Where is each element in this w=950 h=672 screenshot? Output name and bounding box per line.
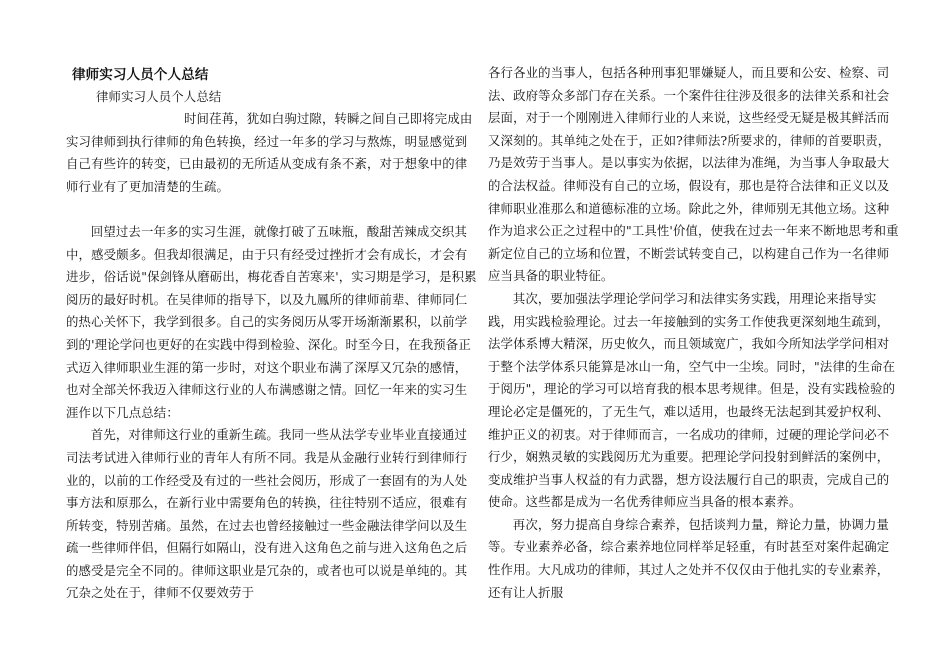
document-title: 律师实习人员个人总结 — [72, 67, 209, 83]
paragraph-gap — [66, 198, 478, 221]
left-column — [66, 64, 478, 605]
paragraph-review: 回望过去一年多的实习生涯，就像打破了五味瓶，酸甜苦辣成交织其中，感受颇多。但我却很满足，由于只有经受过挫折才会有成长，才会有进步，俗话说"保剑锋从磨砺出，梅花香自苦寒来'，实习期是学习，是积累阅历的最好时机。在吴律师的指导下，以及九鳳所的律师前辈、律师同仁的热心关怀下，我学到很多。自己的实务阅历从零开场渐渐累积，以前学到的'理论学问也更好的在实践中得到检验、深化。时至今日，在我预备正式迈入律师职业生涯的第一步时，对这个职业布满了深厚又冗杂的感情，也对全部关怀我迈入律师这行业的人布满感谢之情。回忆一年来的实习生涯作以下几点总结： — [66, 223, 477, 420]
right-column — [488, 62, 900, 604]
document-subtitle: 律师实习人员个人总结 — [96, 89, 222, 104]
paragraph-first-point: 首先，对律师这行业的重新生疏。我同一些从法学专业毕业直接通过司法考试进入律师行业的青年人有所不同。我是从金融行业转行到律师行业的，以前的工作经受及有过的一些社会阅历，形成了一套固有的为人处事方法和原那么，在新行业中需要角色的转换，往往特别不适应，很难有所转变，特别苦痛。虽然，在过去也曾经接触过一些金融法律学问以及生疏一些律师伴侣，但隔行如隔山，没有进入这角色之前与进入这角色之后的感受是完全不同的。律师这职业是冗杂的，或者也可以说是单纯的。其冗杂之处在于，律师不仅要效劳于 — [66, 427, 468, 601]
paragraph-intro: 时间荏苒，犹如白驹过隙，转瞬之间自己即将完成由实习律师到执行律师的角色转换，经过一年多的学习与熬炼，明显感觉到自己有些许的转变，已由最初的无所适从变成有条不紊，对于想象中的律师行业有了更加清楚的生疏。 — [66, 111, 473, 194]
paragraph-third-point: 再次，努力提高自身综合素养，包括谈判力量，辩论力量，协调力量等。专业素养必备，综合素养地位同样举足轻重，有时甚至对案件起确定性作用。大凡成功的律师，其过人之处并不仅仅由于他扎实的专业素养，还有让人折服 — [488, 516, 890, 600]
paragraph-second-point: 其次，要加强法学理论学问学习和法律实务实践，用理论来指导实践，用实践检验理论。过去一年接触到的实务工作使我更深刻地生疏到，法学体系博大精深，历史攸久，而且领域宽广，我如今所知法学学问相对于整个法学体系只能算是冰山一角，空气中一尘埃。同时，"法律的生命在于阅历"，理论的学习可以培育我的根本思考规律。但是，没有实践检验的理论必定是僵死的，了无生气，难以适用，也最终无法起到其爱护权利、维护正义的初衷。对于律师而言，一名成功的律师，过硬的理论学问必不行少，娴熟灵敏的实践阅历尤为重要。把理论学问投射到鲜活的案例中，变成维护当事人权益的有力武器，想方设法履行自己的职责，完成自己的使命。这些都是成为一名优秀律师应当具备的根本素养。 — [488, 290, 896, 510]
paragraph-continued: 各行各业的当事人，包括各种刑事犯罪嫌疑人，而且要和公安、检察、司法、政府等众多部门存在关系。一个案件往往涉及很多的法律关系和社会层面，对于一个刚刚进入律师行业的人来说，这些经受无疑是极其鲜活而又深刻的。其单纯之处在于，正如?律师法?所要求的，律师的首要职责，乃是效劳于当事人。是以事实为依据，以法律为准绳，为当事人争取最大的合法权益。律师没有自己的立场，假设有，那也是符合法律和正义以及律师职业准那么和道德标准的立场。除此之外，律师别无其他立场。这种作为追求公正之过程中的"工具性'价值，使我在过去一年来不断地思考和重新定位自己的立场和位置，不断尝试转变自己，以构建自己作为一名律师应当具备的职业特征。 — [488, 65, 899, 284]
